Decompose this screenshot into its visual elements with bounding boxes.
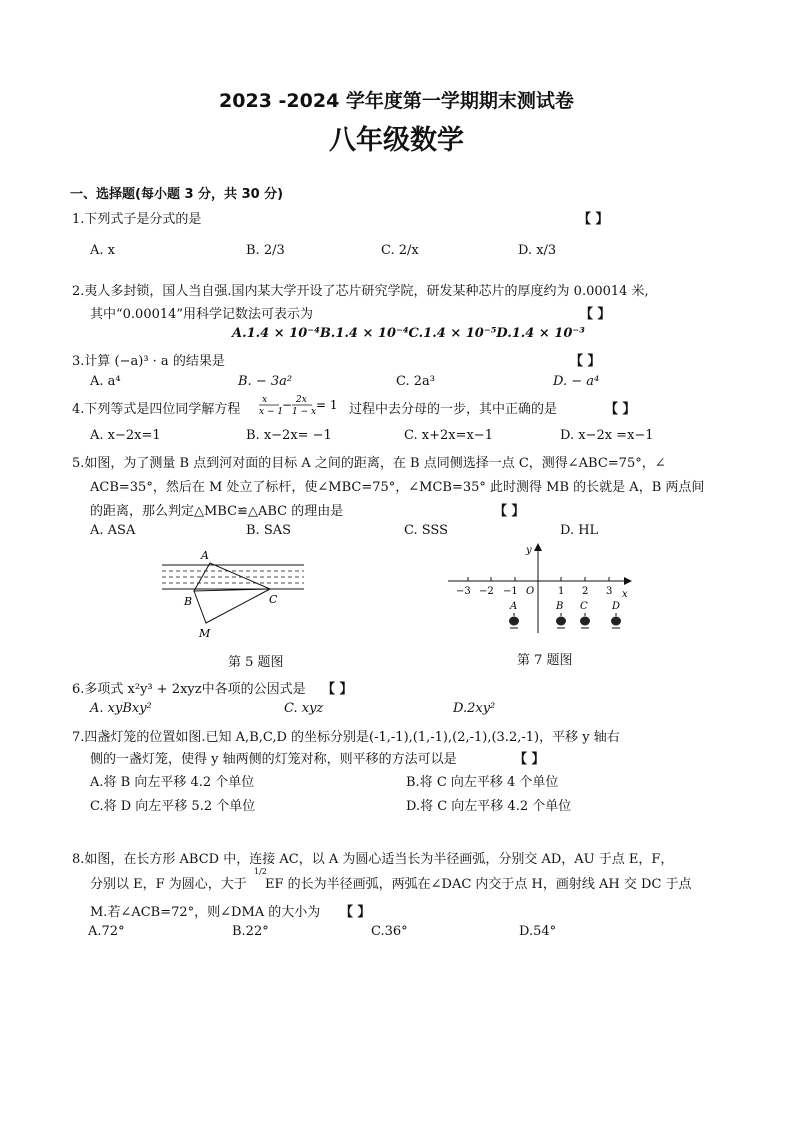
q6-option-ab: A. xyBxy² [90, 701, 152, 716]
q1-option-b: B. 2/3 [246, 243, 285, 258]
q4-option-d: D. x−2x =x−1 [560, 428, 654, 443]
figure-7-diagram [444, 537, 636, 641]
q4-option-b: B. x−2x= −1 [246, 428, 332, 443]
q5-line3: 的距离，那么判定△MBC≌△ABC 的理由是 [90, 504, 344, 519]
x-axis-arrow [624, 577, 632, 585]
q1-option-c: C. 2/x [381, 243, 419, 258]
label-b: B [184, 595, 193, 608]
exam-title: 2023 -2024 学年度第一学期期末测试卷 [219, 90, 574, 112]
q3-option-d: D. − a⁴ [553, 374, 600, 389]
lantern-c-icon [580, 613, 590, 628]
svg-text:2x: 2x [296, 395, 307, 405]
figure-5-diagram [158, 545, 308, 641]
q1-option-d: D. x/3 [518, 243, 557, 258]
q8-line1: 8.如图，在长方形 ABCD 中，连接 AC，以 A 为圆心适当长为半径画弧，分别交 AD，AU 于点 E，F， [72, 852, 674, 867]
figure-7-caption: 第 7 题图 [517, 653, 573, 668]
q8-line2a: 分别以 E，F 为圆心，大于 [90, 877, 247, 892]
q7-option-a: A.将 B 向左平移 4.2 个单位 [90, 775, 255, 790]
q1-stem: 1.下列式子是分式的是 [72, 212, 202, 227]
q6-option-d: D.2xy² [453, 701, 496, 716]
lantern-d-icon [611, 613, 621, 628]
q5-option-d: D. HL [560, 523, 599, 538]
point-b-label: B [556, 601, 564, 612]
q4-stem-a: 4.下列等式是四位同学解方程 [72, 402, 241, 417]
tick-2: 2 [582, 586, 589, 597]
point-d-label: D [612, 601, 621, 612]
triangle-mbc [194, 589, 270, 623]
axis-x-label: x [622, 589, 628, 600]
q5-option-a: A. ASA [90, 523, 136, 538]
q5-line2: ACB=35°，然后在 M 处立了标杆，使∠MBC=75°，∠MCB=35° 此时测得 MB 的长就是 A，B 两点间 [90, 480, 705, 495]
q6-option-c: C. xyz [284, 701, 324, 716]
section-heading: 一、选择题(每小题 3 分，共 30 分) [70, 187, 284, 202]
q4-stem-b: 过程中去分母的一步，其中正确的是 [349, 402, 558, 417]
figure-5-caption: 第 5 题图 [228, 655, 284, 670]
q7-line1: 7.四盏灯笼的位置如图.已知 A,B,C,D 的坐标分别是(-1,-1),(1,-1),(2,-1),(3.2,-1)，平移 y 轴右 [72, 730, 620, 745]
q4-option-a: A. x−2x=1 [90, 428, 161, 443]
q5-bracket: 【 】 [494, 504, 525, 519]
q4-equation-svg [259, 392, 347, 418]
q8-fraction [254, 867, 267, 876]
q6-bracket: 【 】 [322, 682, 353, 697]
svg-text:x: x [262, 395, 268, 405]
q2-bracket: 【 】 [580, 307, 611, 322]
tick-3: 3 [606, 586, 613, 597]
q5-option-b: B. SAS [246, 523, 292, 538]
q4-option-c: C. x+2x=x−1 [404, 428, 493, 443]
q8-option-d: D.54° [519, 924, 557, 939]
origin-label: O [526, 586, 535, 597]
label-m: M [199, 627, 211, 640]
q2-options: A.1.4 × 10⁻⁴B.1.4 × 10⁻⁴C.1.4 × 10⁻⁵D.1.4 × 10⁻³ [232, 326, 585, 341]
q2-line1: 2.夷人多封锁，国人当自强.国内某大学开设了芯片研究学院，研发某种芯片的厚度约为 0.00014 米, [72, 284, 649, 299]
q3-option-a: A. a⁴ [90, 374, 121, 389]
exam-subject: 八年级数学 [329, 125, 464, 156]
label-a: A [201, 549, 209, 562]
q7-option-b: B.将 C 向左平移 4 个单位 [406, 775, 559, 790]
axis-y-label: y [526, 545, 532, 556]
q3-option-b: B. − 3a² [238, 374, 293, 389]
q8-line3: M.若∠ACB=72°，则∠DMA 的大小为 [90, 905, 321, 920]
tick-m2: −2 [479, 586, 494, 597]
q8-option-c: C.36° [371, 924, 408, 939]
q5-line1: 5.如图，为了测量 B 点到河对面的目标 A 之间的距离，在 B 点同侧选择一点 C，测得∠ABC=75°，∠ [72, 456, 666, 471]
q8-option-b: B.22° [232, 924, 269, 939]
lantern-a-icon [509, 613, 519, 628]
tick-1: 1 [558, 586, 565, 597]
point-c-label: C [580, 601, 588, 612]
q4-equation [259, 392, 347, 418]
q3-option-c: C. 2a³ [396, 374, 435, 389]
svg-text:x − 1: x − 1 [259, 407, 284, 417]
tick-m3: −3 [456, 586, 471, 597]
q8-line2b: EF 的长为半径画弧，两弧在∠DAC 内交于点 H，画射线 AH 交 DC 于点 [265, 877, 692, 892]
q8-option-a: A.72° [88, 924, 125, 939]
q4-bracket: 【 】 [605, 402, 636, 417]
q1-option-a: A. x [90, 243, 115, 258]
svg-text:= 1: = 1 [316, 398, 338, 412]
label-c: C [269, 593, 278, 606]
tick-m1: −1 [503, 586, 518, 597]
point-a-label: A [510, 601, 518, 612]
q7-line2: 侧的一盏灯笼，使得 y 轴两侧的灯笼对称，则平移的方法可以是 [90, 752, 457, 767]
figure-7 [444, 537, 636, 641]
svg-text:1 − x: 1 − x [292, 407, 317, 417]
q7-bracket: 【 】 [514, 752, 545, 767]
q2-line2: 其中“0.00014”用科学记数法可表示为 [90, 307, 314, 322]
q8-bracket: 【 】 [340, 905, 371, 920]
q7-option-c: C.将 D 向左平移 5.2 个单位 [90, 799, 256, 814]
q3-stem: 3.计算 (−a)³ · a 的结果是 [72, 354, 225, 369]
svg-text:−: − [282, 398, 293, 412]
q6-stem: 6.多项式 x²y³ + 2xyz中各项的公因式是 [72, 682, 306, 697]
lantern-b-icon [556, 613, 566, 628]
q1-bracket: 【 】 [578, 212, 609, 227]
y-axis-arrow [534, 543, 542, 551]
figure-5 [158, 545, 308, 641]
q8-fraction-text: 1/2 [254, 867, 267, 876]
q7-option-d: D.将 C 向左平移 4.2 个单位 [406, 799, 572, 814]
q3-bracket: 【 】 [570, 354, 601, 369]
q5-option-c: C. SSS [404, 523, 449, 538]
